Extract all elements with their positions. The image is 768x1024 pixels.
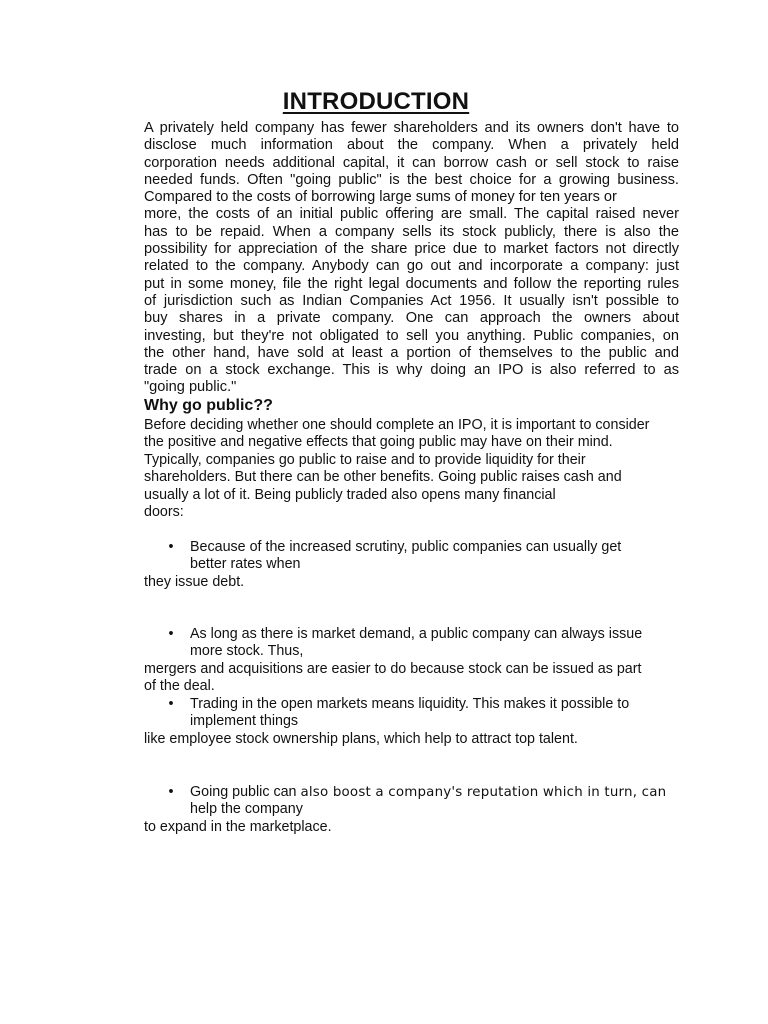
intro-paragraph: [144, 120, 679, 397]
paragraph-line: shareholders. But there can be other benefits. Going public raises cash and: [144, 469, 622, 486]
bullet-text: Going public can: [190, 784, 301, 800]
paragraph-line: Before deciding whether one should complete an IPO, it is important to consider: [144, 417, 650, 433]
intro-line: possibility for appreciation of the share price due to market factors not directly: [144, 241, 679, 258]
intro-line: buy shares in a private company. One can approach the owners about: [144, 310, 679, 327]
bullet-continuation: of the deal.: [144, 678, 215, 695]
paragraph-line: usually a lot of it. Being publicly traded also opens many financial: [144, 486, 556, 503]
bullet-marker: •: [168, 784, 174, 800]
intro-line: trade on a stock exchange. This is why doing an IPO is also referred to as: [144, 362, 679, 379]
bullet-continuation: to expand in the marketplace.: [144, 818, 332, 835]
intro-line: needed funds. Often "going public" is the best choice for a growing business.: [144, 171, 679, 188]
bullet-marker: •: [168, 626, 174, 642]
bullet-text: As long as there is market demand, a public company can always issue: [190, 626, 643, 642]
paragraph-line: the positive and negative effects that going public may have on their mind.: [144, 434, 613, 451]
intro-line: more, the costs of an initial public offering are small. The capital raised never: [144, 206, 679, 223]
bullet-text: implement things: [190, 713, 299, 730]
bullet-item: [144, 626, 704, 696]
intro-line: the other hand, have sold at least a portion of themselves to the public and: [144, 344, 679, 361]
bullet-text: help the company: [190, 801, 303, 818]
bullet-continuation: they issue debt.: [144, 573, 245, 590]
bullet-continuation: like employee stock ownership plans, which help to attract top talent.: [144, 730, 578, 747]
paragraph-line: Typically, companies go public to raise and to provide liquidity for their: [144, 451, 586, 468]
intro-line: Compared to the costs of borrowing large sums of money for ten years or: [144, 189, 617, 206]
intro-line: put in some money, file the right legal documents and follow the reporting rules: [144, 275, 679, 292]
bullet-marker: •: [168, 539, 174, 555]
intro-line: investing, but they're not obligated to sell you anything. Public companies, on: [144, 327, 679, 344]
section-paragraph: [144, 417, 684, 521]
bullet-item: [144, 539, 704, 591]
bullet-item: [144, 696, 704, 748]
intro-line: of jurisdiction such as Indian Companies Act 1956. It usually isn't possible to: [144, 292, 679, 309]
bullet-text: more stock. Thus,: [190, 643, 304, 660]
bullet-text: Because of the increased scrutiny, public companies can usually get: [190, 539, 622, 555]
bullet-text: Trading in the open markets means liquidity. This makes it possible to: [190, 696, 630, 712]
bullet-text: also boost a company's reputation which in turn, can: [300, 785, 667, 800]
bullet-item: [144, 784, 704, 836]
intro-line: "going public.": [144, 379, 237, 396]
bullet-text: better rates when: [190, 556, 301, 573]
intro-line: corporation needs additional capital, it can borrow cash or sell stock to raise: [144, 154, 679, 171]
paragraph-line: doors:: [144, 504, 184, 521]
intro-line: has to be repaid. When a company sells its stock publicly, there is also the: [144, 223, 679, 240]
intro-line: related to the company. Anybody can go out and incorporate a company: just: [144, 258, 679, 275]
intro-line: disclose much information about the company. When a privately held: [144, 137, 679, 154]
section-heading: Why go public??: [144, 397, 273, 414]
intro-line: A privately held company has fewer shareholders and its owners don't have to: [144, 120, 679, 136]
bullet-continuation: mergers and acquisitions are easier to do because stock can be issued as part: [144, 660, 642, 677]
bullet-marker: •: [168, 696, 174, 712]
page-title: INTRODUCTION: [282, 88, 470, 115]
